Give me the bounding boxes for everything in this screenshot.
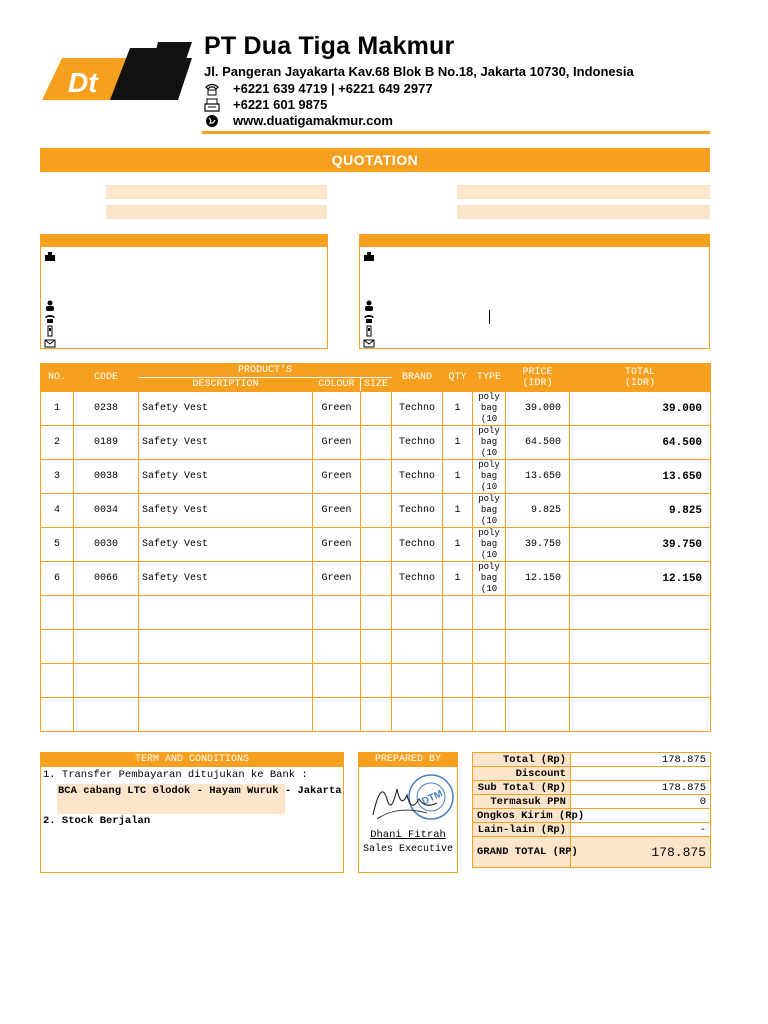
mobile-icon bbox=[44, 324, 56, 335]
cell-price: 64.500 bbox=[506, 426, 570, 460]
cell-no: 4 bbox=[41, 494, 74, 528]
cell-type-text: poly bag (10 bbox=[478, 562, 500, 594]
table-row-empty bbox=[41, 698, 711, 732]
col-header-qty: QTY bbox=[443, 364, 473, 392]
totals-value[interactable] bbox=[571, 809, 711, 823]
empty-cell[interactable] bbox=[473, 596, 506, 630]
price-unit: (IDR) bbox=[522, 377, 553, 389]
phone-icon bbox=[44, 311, 56, 322]
person-icon bbox=[363, 298, 375, 309]
mobile-icon bbox=[363, 324, 375, 335]
empty-cell[interactable] bbox=[570, 596, 711, 630]
empty-cell[interactable] bbox=[41, 664, 74, 698]
cell-no: 2 bbox=[41, 426, 74, 460]
person-icon bbox=[44, 298, 56, 309]
totals-value[interactable]: 178.875 bbox=[571, 753, 711, 767]
cell-type-text: poly bag (10 bbox=[478, 392, 500, 424]
company-website[interactable]: www.duatigamakmur.com bbox=[233, 113, 393, 128]
empty-cell[interactable] bbox=[443, 630, 473, 664]
cell-colour: Green bbox=[313, 528, 361, 562]
terms-item-1: 1. Transfer Pembayaran ditujukan ke Bank : bbox=[43, 769, 308, 781]
cell-colour: Green bbox=[313, 494, 361, 528]
items-table bbox=[40, 363, 711, 732]
cell-description: Safety Vest bbox=[139, 528, 313, 562]
cell-colour: Green bbox=[313, 460, 361, 494]
col-header-total bbox=[570, 364, 711, 392]
empty-cell[interactable] bbox=[74, 664, 139, 698]
empty-cell[interactable] bbox=[41, 630, 74, 664]
svg-text:Dt: Dt bbox=[68, 67, 98, 98]
cell-code: 0030 bbox=[74, 528, 139, 562]
col-header-brand: BRAND bbox=[392, 364, 443, 392]
fax-icon bbox=[204, 98, 220, 112]
cell-qty: 1 bbox=[443, 392, 473, 426]
cell-size bbox=[361, 562, 392, 596]
cell-qty: 1 bbox=[443, 528, 473, 562]
cell-total: 39.750 bbox=[570, 528, 711, 562]
cell-total: 12.150 bbox=[570, 562, 711, 596]
info-field-left-2[interactable] bbox=[106, 205, 327, 219]
totals-label: Discount bbox=[473, 767, 571, 781]
cell-size bbox=[361, 494, 392, 528]
cell-brand: Techno bbox=[392, 528, 443, 562]
empty-cell[interactable] bbox=[41, 698, 74, 732]
cell-brand: Techno bbox=[392, 426, 443, 460]
totals-value[interactable]: 0 bbox=[571, 795, 711, 809]
empty-cell[interactable] bbox=[74, 630, 139, 664]
svg-text:DTM: DTM bbox=[420, 788, 445, 808]
cell-no: 3 bbox=[41, 460, 74, 494]
cell-size bbox=[361, 392, 392, 426]
empty-cell[interactable] bbox=[74, 596, 139, 630]
empty-cell[interactable] bbox=[41, 596, 74, 630]
terms-heading: TERM AND CONDITIONS bbox=[41, 753, 343, 767]
cell-colour: Green bbox=[313, 426, 361, 460]
cell-price: 39.000 bbox=[506, 392, 570, 426]
info-field-right-2[interactable] bbox=[457, 205, 710, 219]
cell-code: 0066 bbox=[74, 562, 139, 596]
cell-size bbox=[361, 460, 392, 494]
cell-type bbox=[473, 426, 506, 460]
totals-label: Lain-lain (Rp) bbox=[473, 823, 571, 837]
empty-cell[interactable] bbox=[570, 664, 711, 698]
table-row bbox=[41, 562, 711, 596]
grand-total-value: 178.875 bbox=[571, 837, 711, 868]
company-name: PT Dua Tiga Makmur bbox=[204, 32, 455, 60]
delivery-box-header bbox=[360, 235, 709, 247]
document-title: QUOTATION bbox=[40, 148, 710, 172]
empty-cell[interactable] bbox=[506, 698, 570, 732]
delivery-box bbox=[359, 234, 710, 349]
cell-code: 0034 bbox=[74, 494, 139, 528]
col-header-no: NO. bbox=[41, 364, 74, 392]
company-phone: +6221 639 4719 | +6221 649 2977 bbox=[233, 81, 433, 96]
totals-row bbox=[473, 753, 711, 767]
totals-label: Ongkos Kirim (Rp) bbox=[473, 809, 571, 823]
empty-cell[interactable] bbox=[313, 596, 361, 630]
cell-type-text: poly bag (10 bbox=[478, 528, 500, 560]
empty-cell[interactable] bbox=[361, 664, 392, 698]
cell-size bbox=[361, 426, 392, 460]
cell-no: 5 bbox=[41, 528, 74, 562]
empty-cell[interactable] bbox=[392, 596, 443, 630]
empty-cell[interactable] bbox=[361, 630, 392, 664]
empty-cell[interactable] bbox=[361, 596, 392, 630]
table-row bbox=[41, 426, 711, 460]
table-row bbox=[41, 494, 711, 528]
building-icon bbox=[44, 249, 56, 260]
totals-value[interactable]: 178.875 bbox=[571, 781, 711, 795]
phone-icon bbox=[204, 82, 220, 96]
totals-row bbox=[473, 809, 711, 823]
cell-qty: 1 bbox=[443, 426, 473, 460]
cell-code: 0238 bbox=[74, 392, 139, 426]
cell-price: 12.150 bbox=[506, 562, 570, 596]
phone-icon bbox=[363, 311, 375, 322]
empty-cell[interactable] bbox=[570, 698, 711, 732]
email-icon bbox=[44, 336, 56, 347]
empty-cell[interactable] bbox=[506, 630, 570, 664]
company-logo bbox=[40, 34, 192, 106]
cell-price: 13.650 bbox=[506, 460, 570, 494]
preparer-title: Sales Executive bbox=[362, 844, 453, 855]
company-address: Jl. Pangeran Jayakarta Kav.68 Blok B No.18, Jakarta 10730, Indonesia bbox=[204, 64, 634, 79]
empty-cell[interactable] bbox=[361, 698, 392, 732]
empty-cell[interactable] bbox=[443, 596, 473, 630]
cell-no: 1 bbox=[41, 392, 74, 426]
empty-cell[interactable] bbox=[443, 698, 473, 732]
empty-cell[interactable] bbox=[570, 630, 711, 664]
cell-description: Safety Vest bbox=[139, 494, 313, 528]
col-header-colour: COLOUR bbox=[313, 378, 361, 392]
cell-total: 39.000 bbox=[570, 392, 711, 426]
totals-row bbox=[473, 781, 711, 795]
table-row-empty bbox=[41, 630, 711, 664]
totals-label: Sub Total (Rp) bbox=[473, 781, 571, 795]
empty-cell[interactable] bbox=[139, 664, 313, 698]
empty-cell[interactable] bbox=[313, 698, 361, 732]
signature-stamp bbox=[367, 769, 457, 831]
col-header-description: DESCRIPTION bbox=[139, 378, 313, 392]
customer-box bbox=[40, 234, 328, 349]
customer-box-header bbox=[41, 235, 327, 247]
cell-type bbox=[473, 460, 506, 494]
totals-label: Termasuk PPN bbox=[473, 795, 571, 809]
cell-price: 9.825 bbox=[506, 494, 570, 528]
cell-brand: Techno bbox=[392, 392, 443, 426]
cell-description: Safety Vest bbox=[139, 426, 313, 460]
cell-colour: Green bbox=[313, 562, 361, 596]
cell-brand: Techno bbox=[392, 562, 443, 596]
company-fax: +6221 601 9875 bbox=[233, 97, 328, 112]
cell-price: 39.750 bbox=[506, 528, 570, 562]
text-cursor bbox=[489, 310, 490, 324]
cell-brand: Techno bbox=[392, 494, 443, 528]
empty-cell[interactable] bbox=[506, 596, 570, 630]
empty-cell[interactable] bbox=[392, 698, 443, 732]
cell-qty: 1 bbox=[443, 460, 473, 494]
email-icon bbox=[363, 336, 375, 347]
cell-type bbox=[473, 562, 506, 596]
cell-colour: Green bbox=[313, 392, 361, 426]
table-row bbox=[41, 528, 711, 562]
cell-qty: 1 bbox=[443, 562, 473, 596]
header-divider bbox=[202, 131, 710, 134]
cell-total: 64.500 bbox=[570, 426, 711, 460]
cell-type-text: poly bag (10 bbox=[478, 426, 500, 458]
building-icon bbox=[363, 249, 375, 260]
empty-cell[interactable] bbox=[506, 664, 570, 698]
cell-type bbox=[473, 528, 506, 562]
total-unit: (IDR) bbox=[625, 377, 656, 389]
cell-description: Safety Vest bbox=[139, 460, 313, 494]
table-row-empty bbox=[41, 596, 711, 630]
totals-row bbox=[473, 795, 711, 809]
totals-row bbox=[473, 823, 711, 837]
cell-type-text: poly bag (10 bbox=[478, 494, 500, 526]
empty-cell[interactable] bbox=[313, 664, 361, 698]
preparer-name: Dhani Fitrah bbox=[370, 829, 446, 841]
empty-cell[interactable] bbox=[139, 630, 313, 664]
totals-value[interactable]: - bbox=[571, 823, 711, 837]
terms-box bbox=[40, 752, 344, 873]
empty-cell[interactable] bbox=[443, 664, 473, 698]
price-label: PRICE bbox=[522, 366, 553, 378]
col-header-products: PRODUCT'S bbox=[139, 364, 392, 378]
col-header-type: TYPE bbox=[473, 364, 506, 392]
cell-code: 0038 bbox=[74, 460, 139, 494]
empty-cell[interactable] bbox=[473, 698, 506, 732]
empty-cell[interactable] bbox=[473, 664, 506, 698]
grand-total-label: GRAND TOTAL (RP) bbox=[473, 837, 571, 868]
total-label: TOTAL bbox=[625, 366, 656, 378]
empty-cell[interactable] bbox=[313, 630, 361, 664]
totals-row bbox=[473, 767, 711, 781]
totals-label: Total (Rp) bbox=[473, 753, 571, 767]
globe-icon bbox=[204, 114, 220, 128]
col-header-size: SIZE bbox=[361, 378, 392, 392]
empty-cell[interactable] bbox=[139, 596, 313, 630]
terms-bank: BCA cabang LTC Glodok - Hayam Wuruk - Jakarta bbox=[58, 785, 342, 797]
table-row bbox=[41, 460, 711, 494]
cell-description: Safety Vest bbox=[139, 392, 313, 426]
grand-total-row bbox=[473, 837, 711, 868]
empty-cell[interactable] bbox=[473, 630, 506, 664]
cell-type-text: poly bag (10 bbox=[478, 460, 500, 492]
cell-type bbox=[473, 392, 506, 426]
cell-qty: 1 bbox=[443, 494, 473, 528]
cell-description: Safety Vest bbox=[139, 562, 313, 596]
prepared-box bbox=[358, 752, 458, 873]
totals-table bbox=[472, 752, 711, 868]
cell-total: 9.825 bbox=[570, 494, 711, 528]
totals-value[interactable] bbox=[571, 767, 711, 781]
table-row-empty bbox=[41, 664, 711, 698]
empty-cell[interactable] bbox=[392, 630, 443, 664]
cell-total: 13.650 bbox=[570, 460, 711, 494]
info-field-right-1[interactable] bbox=[457, 185, 710, 199]
prepared-heading: PREPARED BY bbox=[359, 753, 457, 767]
terms-item-2: 2. Stock Berjalan bbox=[43, 815, 151, 827]
cell-no: 6 bbox=[41, 562, 74, 596]
cell-code: 0189 bbox=[74, 426, 139, 460]
table-row bbox=[41, 392, 711, 426]
info-field-left-1[interactable] bbox=[106, 185, 327, 199]
col-header-price bbox=[506, 364, 570, 392]
empty-cell[interactable] bbox=[392, 664, 443, 698]
empty-cell[interactable] bbox=[74, 698, 139, 732]
col-header-code: CODE bbox=[74, 364, 139, 392]
empty-cell[interactable] bbox=[139, 698, 313, 732]
cell-size bbox=[361, 528, 392, 562]
cell-brand: Techno bbox=[392, 460, 443, 494]
cell-type bbox=[473, 494, 506, 528]
